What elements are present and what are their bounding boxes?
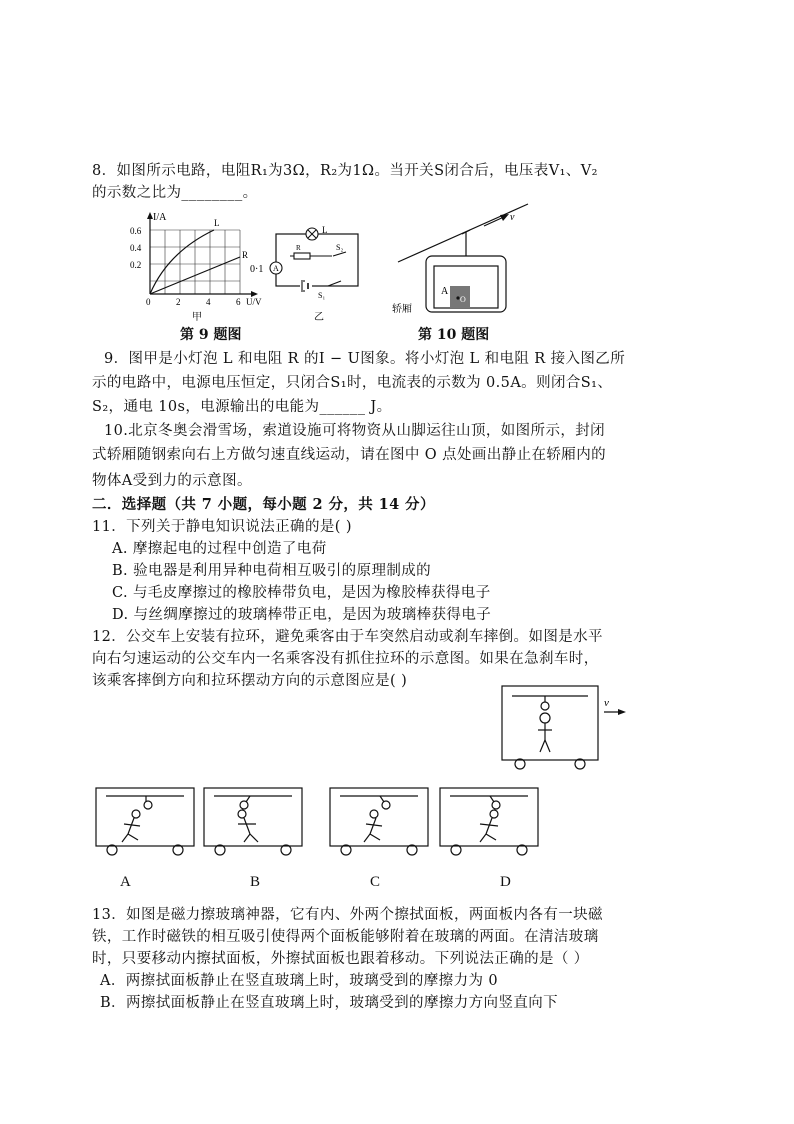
q12-bus-diagram — [498, 684, 630, 774]
q9-line2: 示的电路中，电源电压恒定，只闭合S₁时，电流表的示数为 0.5A。则闭合S₁、 — [92, 375, 613, 391]
fig9-caption: 第 9 题图 — [180, 327, 242, 343]
q12-choice-diagrams — [90, 784, 550, 858]
q13-option-a: A．两擦拭面板静止在竖直玻璃上时，玻璃受到的摩擦力为 0 — [100, 973, 499, 989]
fig10-velocity: v — [510, 212, 515, 223]
choice-a-label: A — [120, 874, 131, 890]
q13-option-b: B．两擦拭面板静止在竖直玻璃上时，玻璃受到的摩擦力方向竖直向下 — [100, 995, 559, 1011]
section-title: 二．选择题（共 7 小题，每小题 2 分，共 14 分） — [92, 496, 435, 513]
choice-c-label: C — [370, 874, 381, 890]
q11-option-b: B. 验电器是利用异种电荷相互吸引的原理制成的 — [112, 563, 432, 579]
xtick-1: 2 — [176, 297, 181, 307]
choice-d-label: D — [500, 874, 511, 890]
xtick-2: 4 — [206, 297, 211, 307]
choice-a-bus — [96, 788, 194, 855]
q11-option-a: A. 摩擦起电的过程中创造了电荷 — [112, 541, 327, 557]
choice-b-label: B — [250, 874, 261, 890]
switch1-label: S₁ — [318, 291, 326, 300]
q10-line3: 物体A受到力的示意图。 — [92, 473, 252, 489]
q11-option-c: C. 与毛皮摩擦过的橡胶棒带负电，是因为橡胶棒获得电子 — [112, 585, 491, 601]
q12-line2: 向右匀速运动的公交车内一名乘客没有抓住拉环的示意图。如果在急刹车时， — [92, 651, 599, 667]
cabin-label: 轿厢 — [392, 304, 412, 315]
ytick-0: 0.6 — [130, 226, 142, 236]
q12-line3: 该乘客摔倒方向和拉环摆动方向的示意图应是( ) — [92, 673, 408, 689]
q11-option-d: D. 与丝绸摩擦过的玻璃棒带正电，是因为玻璃棒获得电子 — [112, 607, 492, 623]
side-mark: 0·1 — [250, 264, 264, 275]
q8-line2: 的示数之比为________。 — [92, 185, 258, 201]
graph-xlabel: U/V — [246, 297, 262, 307]
ammeter-label: A — [273, 264, 279, 273]
graph-ylabel: I/A — [153, 212, 167, 223]
circuit-sublabel: 乙 — [314, 312, 324, 323]
fig9-figure — [128, 212, 364, 326]
ytick-2: 0.2 — [130, 260, 142, 270]
choice-b-bus — [204, 788, 302, 855]
point-o-label: O — [460, 295, 466, 304]
object-a-label: A — [441, 286, 449, 297]
lamp-label: L — [322, 225, 328, 235]
q10-line2: 式轿厢随钢索向右上方做匀速直线运动，请在图中 O 点处画出静止在轿厢内的 — [92, 447, 607, 463]
q12-line1: 12．公交车上安装有拉环，避免乘客由于车突然启动或刹车摔倒。如图是水平 — [92, 629, 603, 645]
ytick-1: 0.4 — [130, 243, 142, 253]
q9-line1: 9．图甲是小灯泡 L 和电阻 R 的I − U图象。将小灯泡 L 和电阻 R 接入图乙所 — [104, 351, 626, 367]
choice-d-bus — [440, 788, 538, 855]
q8-line1: 8．如图所示电路，电阻R₁为3Ω，R₂为1Ω。当开关S闭合后，电压表V₁、V₂ — [92, 163, 598, 179]
q12-velocity: v — [604, 697, 609, 709]
curve-l-label: L — [214, 218, 220, 228]
q10-line1: 10.北京冬奥会滑雪场，索道设施可将物资从山脚运往山顶，如图所示，封闭 — [104, 423, 606, 439]
resistor-label: R — [296, 244, 301, 252]
q13-line3: 时，只要移动内擦拭面板，外擦拭面板也跟着移动。下列说法正确的是（ ） — [92, 951, 589, 967]
switch2-label: S₂ — [336, 243, 344, 252]
fig10-caption: 第 10 题图 — [418, 327, 490, 343]
q11-stem: 11．下列关于静电知识说法正确的是( ) — [92, 519, 352, 535]
xtick-0: 0 — [146, 297, 151, 307]
line-r-label: R — [242, 250, 249, 260]
curve-l — [150, 230, 214, 294]
xtick-3: 6 — [236, 297, 241, 307]
q13-line2: 铁，工作时磁铁的相互吸引使得两个面板能够附着在玻璃的两面。在清洁玻璃 — [92, 929, 599, 945]
choice-c-bus — [330, 788, 428, 855]
q9-line3: S₂，通电 10s，电源输出的电能为______ J。 — [92, 399, 392, 415]
graph-sublabel: 甲 — [192, 312, 202, 323]
fig10-figure — [388, 196, 538, 322]
q13-line1: 13．如图是磁力擦玻璃神器，它有内、外两个擦拭面板，两面板内各有一块磁 — [92, 907, 603, 923]
